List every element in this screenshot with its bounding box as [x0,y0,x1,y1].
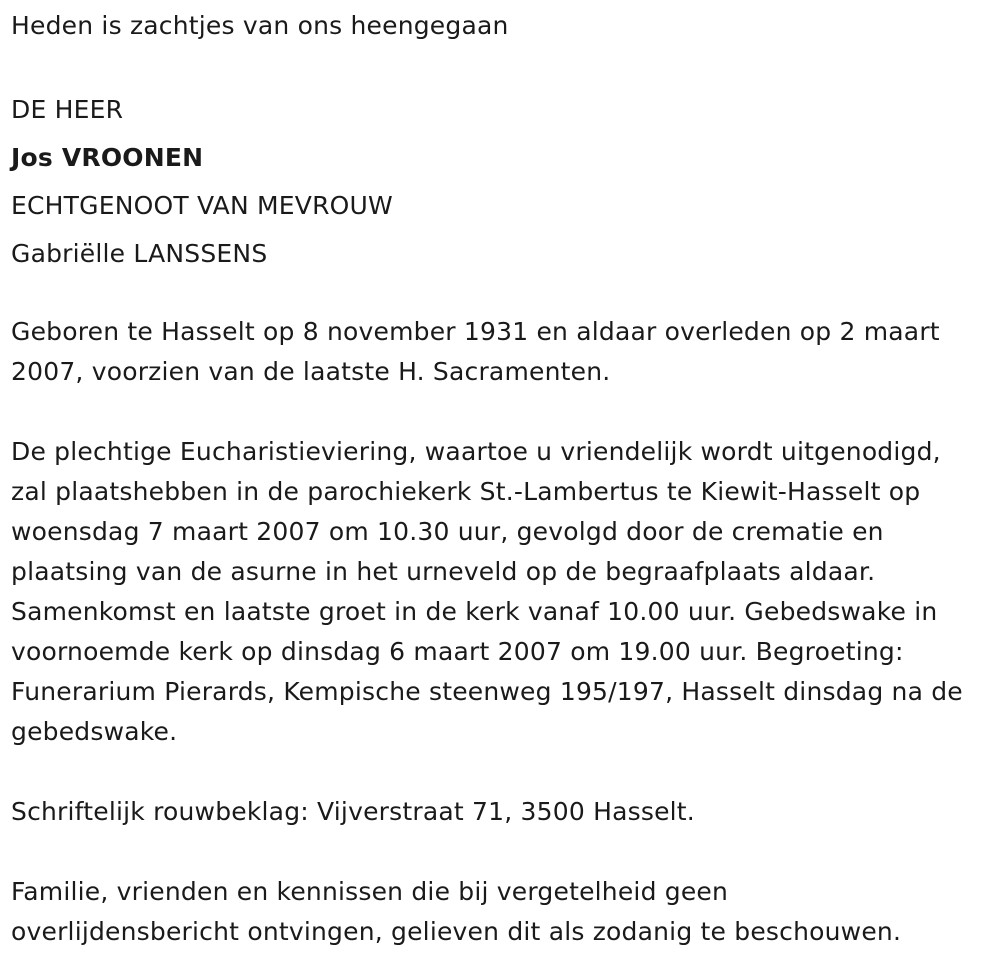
intro-text: Heden is zachtjes van ons heengegaan [11,11,509,40]
spacer [11,278,993,312]
deceased-block [11,86,993,278]
paragraph-line: overlijdensbericht ontvingen, gelieven dit als zodanig te beschouwen. [11,917,902,946]
spacer [11,832,993,872]
paragraph-line: De plechtige Eucharistieviering, waartoe u vriendelijk wordt uitgenodigd, [11,437,941,466]
birth-death-paragraph [11,312,993,392]
paragraph-line: gebedswake. [11,717,178,746]
paragraph-line: Samenkomst en laatste groet in de kerk vanaf 10.00 uur. Gebedswake in [11,597,938,626]
spacer [11,752,993,792]
closing-paragraph [11,872,993,952]
paragraph-line: zal plaatshebben in de parochiekerk St.-Lambertus te Kiewit-Hasselt op [11,477,921,506]
spouse-name: Gabriëlle LANSSENS [11,239,268,268]
paragraph-line: Geboren te Hasselt op 8 november 1931 en aldaar overleden op 2 maart [11,317,940,346]
deceased-name: Jos VROONEN [11,143,204,172]
relation-text: ECHTGENOOT VAN MEVROUW [11,191,393,220]
deceased-title: DE HEER [11,95,124,124]
paragraph-line: voornoemde kerk op dinsdag 6 maart 2007 om 19.00 uur. Begroeting: [11,637,904,666]
ceremony-paragraph [11,432,993,752]
condolence-address: Schriftelijk rouwbeklag: Vijverstraat 71, 3500 Hasselt. [11,797,695,826]
death-notice [11,6,993,952]
paragraph-line: 2007, voorzien van de laatste H. Sacramenten. [11,357,611,386]
paragraph-line: plaatsing van de asurne in het urneveld op de begraafplaats aldaar. [11,557,876,586]
spacer [11,46,993,86]
paragraph-line: Funerarium Pierards, Kempische steenweg 195/197, Hasselt dinsdag na de [11,677,963,706]
paragraph-line: woensdag 7 maart 2007 om 10.30 uur, gevolgd door de crematie en [11,517,884,546]
paragraph-line: Familie, vrienden en kennissen die bij vergetelheid geen [11,877,729,906]
spacer [11,392,993,432]
